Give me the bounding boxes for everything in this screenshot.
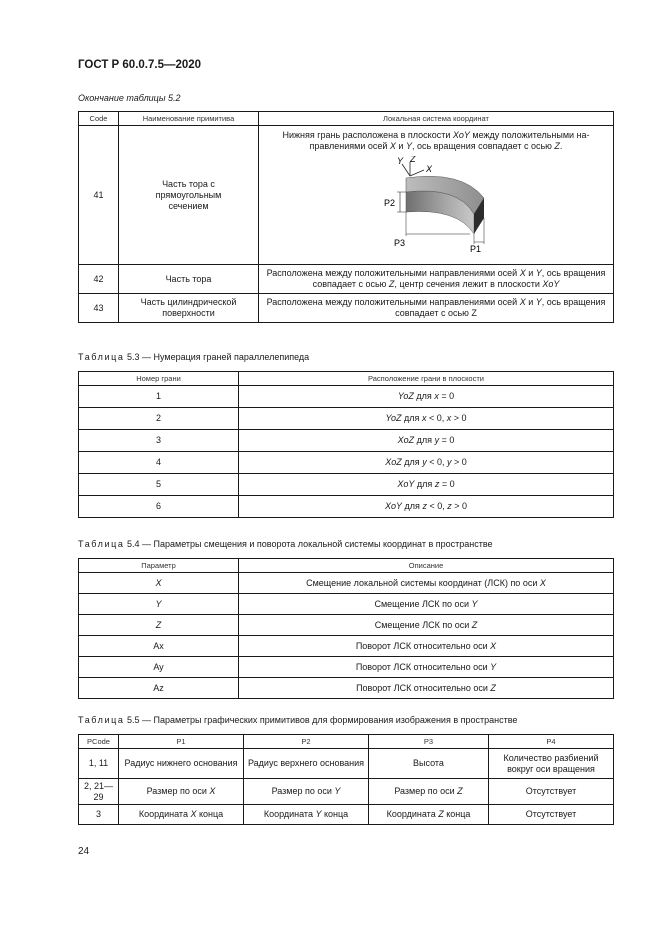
parameter-description-cell [239, 594, 614, 615]
table-5-4 [78, 558, 614, 699]
table-row [79, 749, 614, 779]
p1-label: P1 [470, 244, 482, 252]
p3-cell [369, 805, 489, 825]
plane-name: XoZ [385, 457, 402, 467]
text-span: XoY [452, 130, 470, 140]
table-row [79, 430, 614, 452]
text-span: x [421, 413, 427, 423]
parameter-cell [79, 636, 239, 657]
p2-cell [244, 779, 369, 805]
parameter-cell [79, 657, 239, 678]
text-span: x [434, 391, 439, 401]
text-span: < 0, [426, 413, 447, 423]
table-row [79, 474, 614, 496]
face-number-cell: 3 [79, 430, 239, 452]
parameter-name: X [155, 577, 162, 588]
text-span: Z [457, 786, 463, 796]
y-axis-label: Y [397, 156, 404, 166]
text-span: , ось вращения совпадает с осью [312, 268, 606, 289]
table-5-4-caption [78, 539, 493, 549]
table-5-5-caption [78, 715, 517, 725]
text-span: > 0 [451, 457, 467, 467]
primitive-name-cell [119, 126, 259, 265]
description-cell [259, 126, 614, 265]
p2-label: P2 [384, 198, 396, 208]
plane-name: YoZ [385, 413, 402, 423]
text-span: z [447, 501, 452, 511]
text-span: Радиус нижнего основания [124, 758, 238, 768]
text-span: z [422, 501, 427, 511]
parameter-cell [79, 678, 239, 699]
text-span: < 0, [426, 501, 448, 511]
table-5-5 [78, 734, 614, 825]
text-span: Y [535, 268, 542, 278]
parameter-description-cell [239, 573, 614, 594]
text-span: > 0 [451, 501, 467, 511]
text-span: Радиус верхнего основания [247, 758, 365, 768]
p1-cell [119, 779, 244, 805]
text-span: Поворот ЛСК относительно оси [355, 640, 491, 651]
p2-cell [244, 805, 369, 825]
column-header: Номер грани [79, 372, 239, 386]
text-span: XoY [542, 279, 560, 289]
caption-text: 5.3 — Нумерация граней параллелепипеда [127, 352, 310, 362]
table-header-row [79, 559, 614, 573]
text-span: Смещение ЛСК по оси [374, 619, 472, 630]
table-row [79, 678, 614, 699]
table-row [79, 408, 614, 430]
torus-section-figure [366, 156, 506, 252]
table-row [79, 594, 614, 615]
table-5-2-continuation-caption: Окончание таблицы 5.2 [78, 93, 181, 103]
table-row [79, 805, 614, 825]
parameter-cell [79, 594, 239, 615]
text-span: X [519, 268, 526, 278]
caption-text: 5.4 — Параметры смещения и поворота локальной системы координат в пространстве [127, 539, 493, 549]
text-span: , центр сечения лежит в плоскости [394, 279, 543, 289]
table-row [79, 496, 614, 518]
parameter-description-cell [239, 636, 614, 657]
face-plane-cell [239, 474, 614, 496]
pcode-cell: 1, 11 [79, 749, 119, 779]
axis-name: X [539, 577, 546, 588]
table-row [79, 573, 614, 594]
text-span: y [434, 435, 440, 445]
text-span: Y [405, 141, 412, 151]
text-span: Расположена между положительными направлениями осей [266, 297, 520, 307]
column-header: P1 [119, 735, 244, 749]
pcode-cell: 2, 21—29 [79, 779, 119, 805]
table-5-3 [78, 371, 614, 518]
page-number: 24 [78, 846, 90, 857]
text-span: Расположена между положительными направлениями осей [266, 268, 520, 278]
face-number-cell: 6 [79, 496, 239, 518]
text-span: Y [334, 786, 341, 796]
column-header: Описание [239, 559, 614, 573]
text-span: y [446, 457, 452, 467]
column-header: Code [79, 112, 119, 126]
text-span: и [525, 268, 536, 278]
table-header-row [79, 112, 614, 126]
face-number-cell: 1 [79, 386, 239, 408]
parameter-name: Ax [153, 640, 164, 651]
plane-name: XoY [385, 501, 403, 511]
p3-cell [369, 749, 489, 779]
text-span: Размер по оси [271, 786, 335, 796]
parameter-name: Z [155, 619, 162, 630]
column-header: Локальная система координат [259, 112, 614, 126]
p3-cell [369, 779, 489, 805]
text-span: < 0, [426, 457, 447, 467]
x-axis-label: X [426, 164, 433, 174]
text-span: Z [438, 809, 444, 819]
text-span: для [401, 457, 423, 467]
p2-cell [244, 749, 369, 779]
table-row [79, 636, 614, 657]
text-span: и [395, 141, 406, 151]
table-row [79, 386, 614, 408]
text-span: конца [321, 809, 349, 819]
column-header: PCode [79, 735, 119, 749]
face-plane-cell [239, 452, 614, 474]
text-span: Нижняя грань расположена в плоскости [282, 130, 453, 140]
axis-name: Y [471, 598, 478, 609]
text-span: z [434, 479, 440, 489]
document-id: ГОСТ Р 60.0.7.5—2020 [78, 59, 202, 71]
table-row [79, 265, 614, 294]
text-span: для [413, 391, 435, 401]
p4-cell: Отсутствует [489, 779, 614, 805]
description-text [262, 130, 610, 152]
column-header: P2 [244, 735, 369, 749]
caption-prefix: Таблица [78, 352, 125, 362]
text-span: Размер по оси [146, 786, 210, 796]
axis-name: Z [471, 619, 478, 630]
table-header-row [79, 372, 614, 386]
description-cell [259, 265, 614, 294]
face-number-cell: 5 [79, 474, 239, 496]
text-span: и [525, 297, 536, 307]
table-header-row [79, 735, 614, 749]
text-span: = 0 [439, 479, 455, 489]
axis-name: X [490, 640, 497, 651]
face-plane-cell [239, 496, 614, 518]
text-span: Z [388, 279, 395, 289]
description-cell [259, 294, 614, 323]
column-header: P3 [369, 735, 489, 749]
table-row [79, 294, 614, 323]
plane-name: XoY [397, 479, 415, 489]
code-cell: 41 [79, 126, 119, 265]
text-span: Координата [138, 809, 191, 819]
text-span: Z [554, 141, 560, 151]
primitive-name-cell: Часть цилиндрической поверхности [119, 294, 259, 323]
parameter-name: Ay [153, 661, 164, 672]
table-5-2 [78, 111, 614, 323]
text-span: y [422, 457, 427, 467]
text-span: X [209, 786, 216, 796]
text-span: для [414, 435, 435, 445]
p4-cell: Отсутствует [489, 805, 614, 825]
p1-cell [119, 749, 244, 779]
p4-cell: Количество разбиений вокруг оси вращения [489, 749, 614, 779]
table-row [79, 657, 614, 678]
text-span: Смещение ЛСК по оси [374, 598, 472, 609]
parameter-name: Y [155, 598, 162, 609]
text-span: Поворот ЛСК относительно оси [355, 661, 491, 672]
parameter-description-cell [239, 657, 614, 678]
face-plane-cell [239, 386, 614, 408]
face-number-cell: 4 [79, 452, 239, 474]
plane-name: YoZ [397, 391, 414, 401]
column-header: P4 [489, 735, 614, 749]
x-axis-line [410, 170, 424, 176]
caption-prefix: Таблица [78, 715, 125, 725]
axis-name: Y [490, 661, 497, 672]
text-span: Смещение локальной системы координат (ЛСК) по оси [306, 577, 540, 588]
z-axis-label: Z [410, 156, 416, 164]
column-header: Параметр [79, 559, 239, 573]
text-span: Высота [413, 758, 444, 768]
text-span: x [446, 413, 452, 423]
caption-text: 5.5 — Параметры графических примитивов для формирования изображения в пространстве [127, 715, 518, 725]
primitive-name-cell: Часть тора [119, 265, 259, 294]
text-span: = 0 [439, 435, 455, 445]
text-span: для [402, 501, 423, 511]
parameter-description-cell [239, 678, 614, 699]
text-span: для [401, 413, 422, 423]
text-span: , ось вращения совпадает с осью Z [395, 297, 606, 318]
text-span: для [414, 479, 435, 489]
primitive-name: Часть тора с прямоугольным сечением [155, 178, 222, 211]
code-cell: 43 [79, 294, 119, 323]
text-span: Размер по оси [394, 786, 458, 796]
code-cell: 42 [79, 265, 119, 294]
plane-name: XoZ [397, 435, 415, 445]
pcode-cell: 3 [79, 805, 119, 825]
parameter-cell [79, 573, 239, 594]
text-span: Координата [263, 809, 316, 819]
text-span: > 0 [451, 413, 467, 423]
face-number-cell: 2 [79, 408, 239, 430]
text-span: . [559, 141, 563, 151]
text-span: Координата [386, 809, 439, 819]
parameter-description-cell [239, 615, 614, 636]
text-span: конца [196, 809, 224, 819]
table-5-3-caption [78, 352, 309, 362]
text-span: конца [443, 809, 471, 819]
parameter-name: Az [153, 682, 164, 693]
face-plane-cell [239, 408, 614, 430]
table-row [79, 615, 614, 636]
text-span: X [389, 141, 396, 151]
axis-name: Z [490, 682, 496, 693]
text-span: = 0 [438, 391, 455, 401]
face-plane-cell [239, 430, 614, 452]
text-span: между положительными на-правлениями осей [309, 130, 590, 151]
text-span: Y [535, 297, 542, 307]
text-span: X [519, 297, 526, 307]
caption-prefix: Таблица [78, 539, 125, 549]
table-row [79, 452, 614, 474]
y-axis-line [402, 164, 410, 176]
p3-label: P3 [394, 238, 406, 248]
text-span: Y [315, 809, 322, 819]
table-row [79, 126, 614, 265]
table-row [79, 779, 614, 805]
text-span: , ось вращения совпадает с осью [411, 141, 555, 151]
text-span: Поворот ЛСК относительно оси [356, 682, 491, 693]
column-header: Наименование примитива [119, 112, 259, 126]
text-span: X [190, 809, 197, 819]
p1-cell [119, 805, 244, 825]
column-header: Расположение грани в плоскости [239, 372, 614, 386]
parameter-cell [79, 615, 239, 636]
